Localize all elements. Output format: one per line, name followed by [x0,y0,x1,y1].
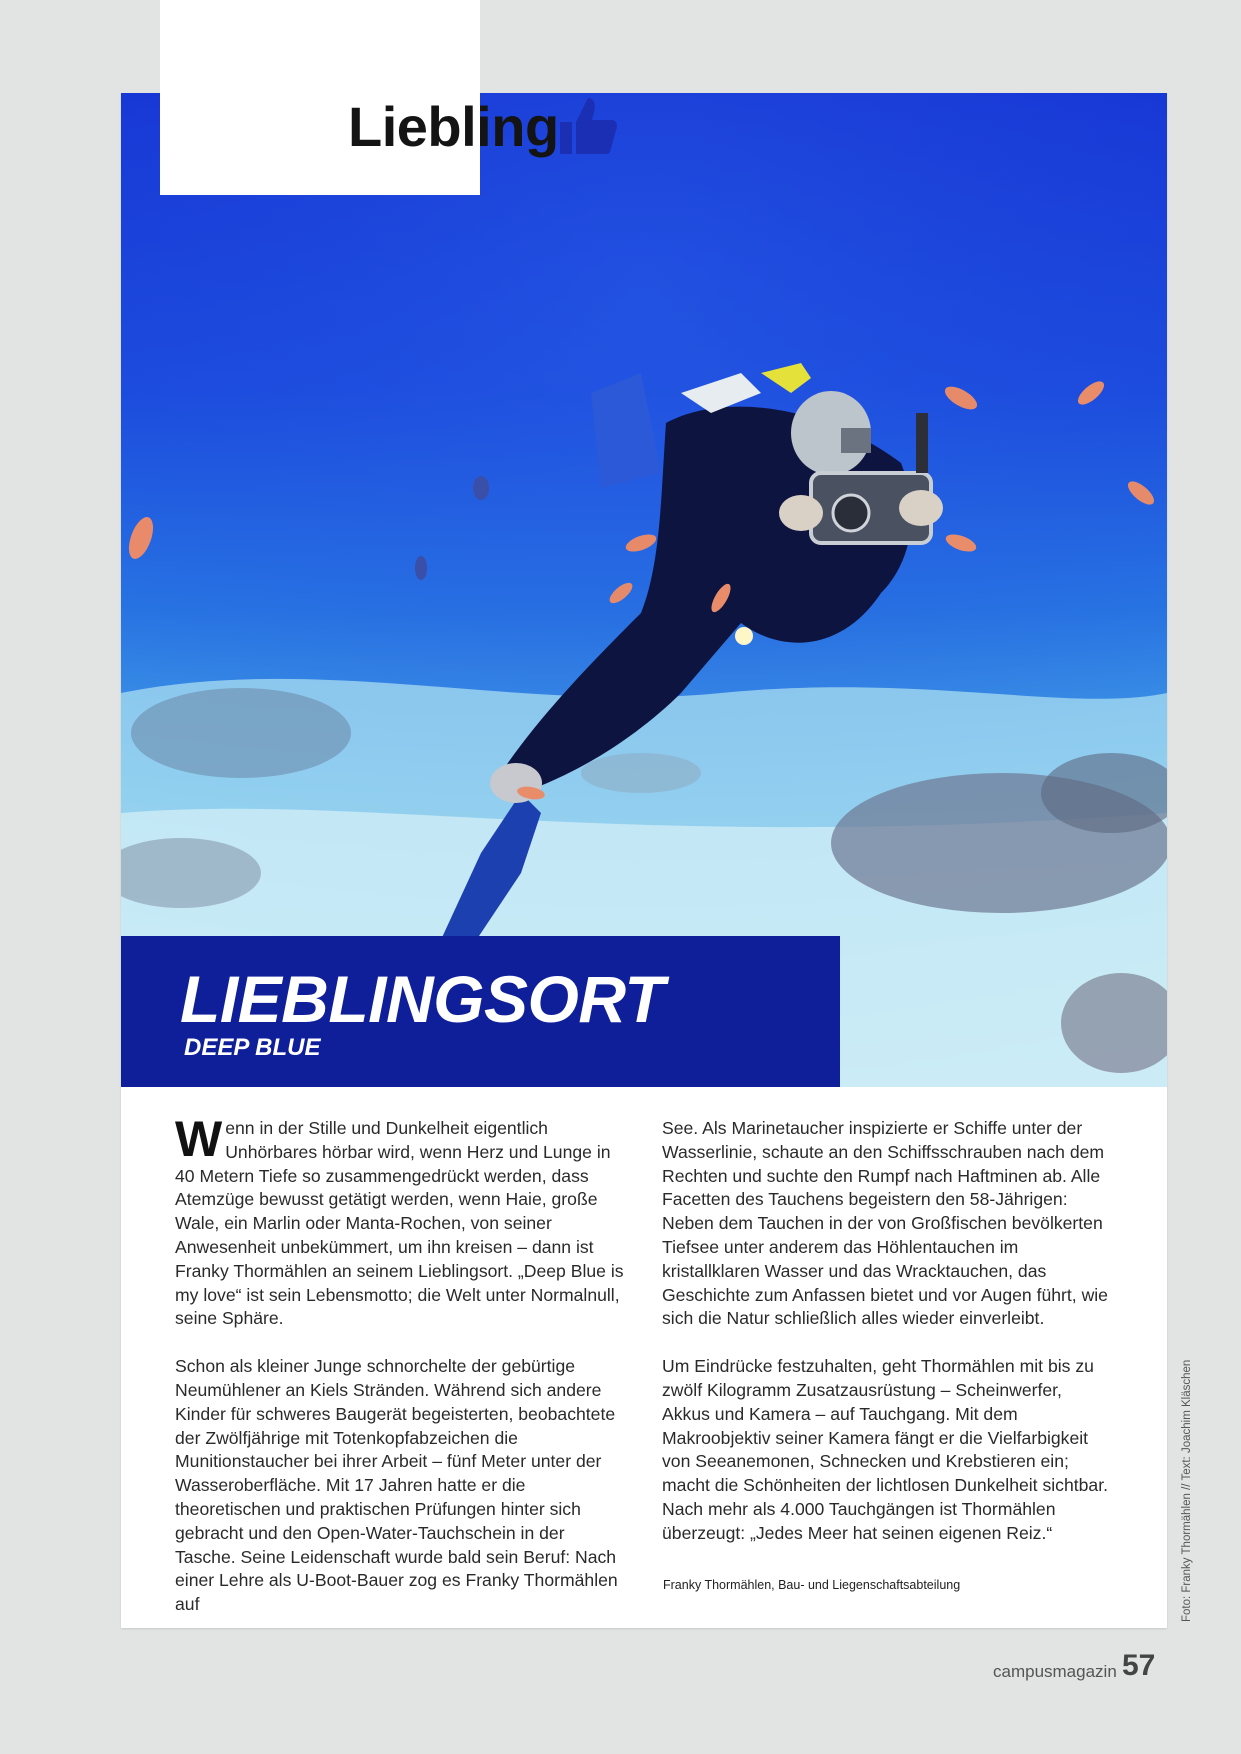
thumbs-up-icon [560,96,618,156]
magazine-name: campusmagazin [993,1662,1117,1681]
paragraph-text: enn in der Stille und Dunkelheit eigentlich Unhörbares hörbar wird, wenn Herz und Lunge in 40 Metern Tiefe so zusammengedrückt werden, dass Atemzüge bewusst getätigt werden, wenn Haie, große Wale, ein Marlin oder Manta-Rochen, von seiner Anwesenheit unbekümmert, um ihn kreisen – dann ist Franky Thormählen an seinem Lieblingsort. „Deep Blue is my love“ ist sein Lebensmotto; die Welt unter Normalnull, seine Sphäre. [175,1118,624,1329]
article-subtitle: DEEP BLUE [184,1034,321,1061]
drop-cap: W [175,1111,223,1167]
article-title: LIEBLINGSORT [180,962,665,1036]
article-column-left [175,1111,625,1617]
section-tab-label: Liebling [348,95,559,158]
article-column-right [662,1117,1112,1546]
paragraph: See. Als Marinetaucher inspizierte er Schiffe unter der Wasserlinie, schaute an den Schiffsschrauben nach dem Rechten und suchte den Rumpf nach Haftminen ab. Alle Facetten des Tauchens begeistern den 58-Jährigen: Neben dem Tauchen in der von Großfischen bevölkerten Tiefsee unter anderem das Höhlentauchen im kristallklaren Wasser und das Wracktauchen, das Geschichte zum Anfassen bietet und vor Augen führt, wie sich die Natur schließlich alles wieder einverleibt. [662,1118,1108,1329]
photo-caption: Franky Thormählen, Bau- und Liegenschaftsabteilung [663,1578,961,1592]
paragraph: Um Eindrücke festzuhalten, geht Thormählen mit bis zu zwölf Kilogramm Zusatzausrüstung – Scheinwerfer, Akkus und Kamera – auf Tauchgang. Mit dem Makroobjektiv seiner Kamera fängt er die Vielfarbigkeit von Seeanemonen, Schnecken und Krebstieren ein; macht die Schönheiten der lichtlosen Dunkelheit sichtbar. Nach mehr als 4.000 Tauchgängen ist Thormählen überzeugt: „Jedes Meer hat seinen eigenen Reiz.“ [662,1356,1108,1543]
paragraph: Schon als kleiner Junge schnorchelte der gebürtige Neumühlener an Kiels Stränden. Während sich andere Kinder für schweres Baugerät begeisterten, beobachtete der Zwölfjährige mit Totenkopfabzeichen die Munitionstaucher bei ihrer Arbeit – fünf Meter unter der Wasseroberfläche. Mit 17 Jahren hatte er die theoretischen und praktischen Prüfungen hinter sich gebracht und den Open-Water-Tauchschein in der Tasche. Seine Leidenschaft wurde bald sein Beruf: Nach einer Lehre als U-Boot-Bauer zog es Franky Thormählen auf [175,1356,618,1615]
section-tab [160,0,559,195]
page-number: 57 [1122,1649,1156,1682]
photo-text-credit: Foto: Franky Thormählen // Text: Joachim Kläschen [1181,1359,1193,1622]
paragraph [175,1111,625,1331]
